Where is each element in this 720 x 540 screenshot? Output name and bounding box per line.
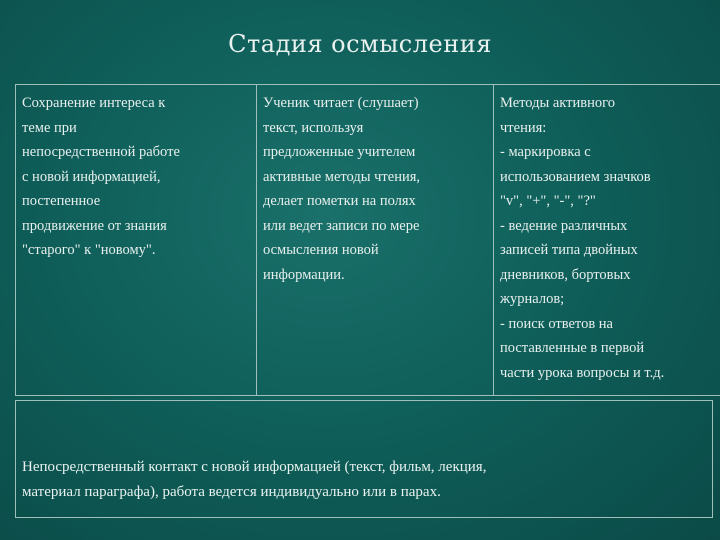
table-row <box>16 85 720 396</box>
text-line: информации. <box>263 266 345 283</box>
text-line: текст, используя <box>263 119 364 136</box>
text-line: постепенное <box>22 193 101 209</box>
text-line: журналов; <box>500 291 565 307</box>
text-line: поставленные в первой <box>500 340 645 356</box>
column-student-activity <box>257 85 494 396</box>
text-line: "v", "+", "-", "?" <box>500 193 596 209</box>
text-line: активные методы чтения, <box>263 168 421 185</box>
slide-title: Стадия осмысления <box>228 30 492 58</box>
footer-box <box>15 400 713 518</box>
text-line: теме при <box>22 119 77 136</box>
text-line: - ведение различных <box>500 217 628 234</box>
text-line: чтения: <box>500 119 547 136</box>
text-line: части урока вопросы и т.д. <box>500 364 665 381</box>
text-line: дневников, бортовых <box>500 266 631 283</box>
text-line: предложенные учителем <box>263 144 416 160</box>
text-line: осмысления новой <box>263 242 379 258</box>
text-line: делает пометки на полях <box>263 193 416 209</box>
text-line: непосредственной работе <box>22 144 180 160</box>
text-line: "старого" к "новому". <box>22 242 156 258</box>
text-line: Ученик читает (слушает) <box>263 95 419 111</box>
text-line: или ведет записи по мере <box>263 217 420 234</box>
column-methods <box>494 85 720 396</box>
text-line: - маркировка с <box>500 144 591 160</box>
text-line: - поиск ответов на <box>500 315 613 332</box>
text-line: Методы активного <box>500 95 615 111</box>
text-line: записей типа двойных <box>500 242 638 258</box>
text-line: Сохранение интереса к <box>22 95 166 111</box>
text-line: продвижение от знания <box>22 217 167 234</box>
text-line: с новой информацией, <box>22 168 161 185</box>
text-line: материал параграфа), работа ведется индивидуально или в парах. <box>22 484 441 500</box>
column-goal <box>16 85 257 396</box>
text-line: использованием значков <box>500 168 651 185</box>
footer-text <box>22 455 706 505</box>
content-table <box>15 84 720 396</box>
text-line: Непосредственный контакт с новой информацией (текст, фильм, лекция, <box>22 459 487 475</box>
